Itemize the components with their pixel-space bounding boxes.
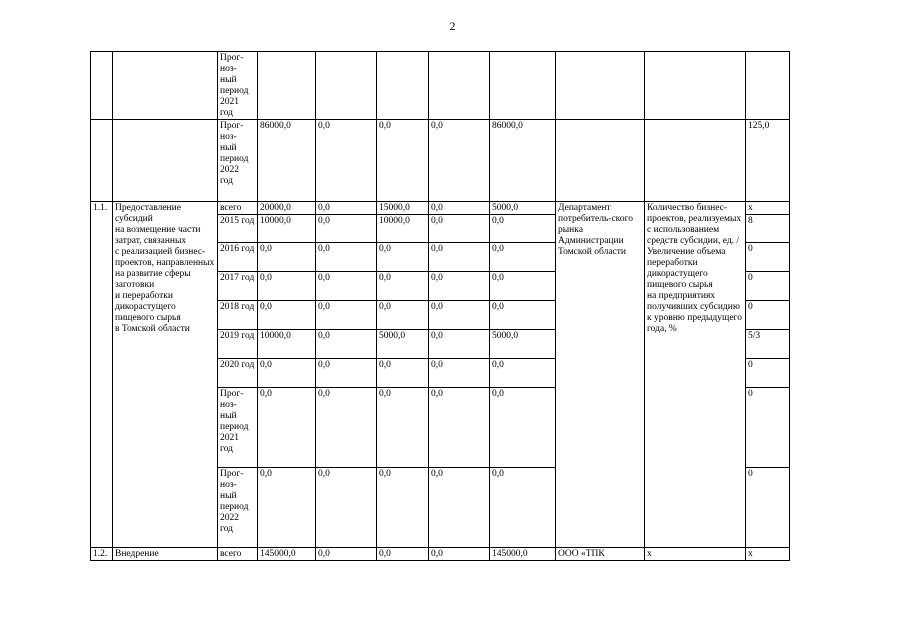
local-budget-cell: 0,0 [429, 243, 490, 272]
table-row [91, 202, 790, 215]
regional-budget-cell: 0,0 [377, 548, 429, 561]
target-value-cell: 5/3 [746, 330, 790, 359]
target-value-cell: 8 [746, 215, 790, 243]
regional-budget-cell: 0,0 [377, 243, 429, 272]
table-row [91, 120, 790, 202]
extrabudgetary-cell: 0,0 [490, 272, 556, 301]
target-value-cell: 0 [746, 359, 790, 388]
table-row [91, 52, 790, 120]
regional-budget-cell: 0,0 [377, 272, 429, 301]
regional-budget-cell: 0,0 [377, 388, 429, 468]
extrabudgetary-cell: 5000,0 [490, 202, 556, 215]
local-budget-cell: 0,0 [429, 468, 490, 548]
extrabudgetary-cell: 86000,0 [490, 120, 556, 202]
target-value-cell: x [746, 548, 790, 561]
period-cell: 2016 год [218, 243, 258, 272]
period-cell: Прог- ноз- ный период 2022 год [218, 468, 258, 548]
federal-budget-cell: 0,0 [316, 388, 377, 468]
target-value-cell: 0 [746, 388, 790, 468]
local-budget-cell: 0,0 [429, 330, 490, 359]
total-cell: 0,0 [258, 243, 316, 272]
federal-budget-cell [316, 52, 377, 120]
item-name-cell [113, 120, 218, 202]
target-value-cell: 0 [746, 243, 790, 272]
executor-cell: ООО «ТПК [556, 548, 645, 561]
local-budget-cell: 0,0 [429, 388, 490, 468]
regional-budget-cell: 0,0 [377, 359, 429, 388]
regional-budget-cell: 0,0 [377, 120, 429, 202]
period-cell: Прог- ноз- ный период 2021 год [218, 388, 258, 468]
extrabudgetary-cell: 0,0 [490, 468, 556, 548]
total-cell: 0,0 [258, 388, 316, 468]
local-budget-cell: 0,0 [429, 272, 490, 301]
total-cell: 0,0 [258, 468, 316, 548]
local-budget-cell: 0,0 [429, 202, 490, 215]
executor-cell [556, 52, 645, 120]
target-value-cell: 0 [746, 301, 790, 330]
federal-budget-cell: 0,0 [316, 330, 377, 359]
extrabudgetary-cell: 145000,0 [490, 548, 556, 561]
regional-budget-cell: 5000,0 [377, 330, 429, 359]
extrabudgetary-cell: 0,0 [490, 388, 556, 468]
item-name-cell: Внедрение [113, 548, 218, 561]
period-cell: всего [218, 548, 258, 561]
item-number-cell [91, 52, 113, 120]
federal-budget-cell: 0,0 [316, 548, 377, 561]
total-cell: 145000,0 [258, 548, 316, 561]
regional-budget-cell: 10000,0 [377, 215, 429, 243]
total-cell: 10000,0 [258, 215, 316, 243]
period-cell: 2019 год [218, 330, 258, 359]
executor-cell: Департамент потребитель-ского рынка Администрации Томской области [556, 202, 645, 548]
local-budget-cell: 0,0 [429, 359, 490, 388]
extrabudgetary-cell: 5000,0 [490, 330, 556, 359]
indicator-cell: x [645, 548, 746, 561]
period-cell: всего [218, 202, 258, 215]
target-value-cell: 0 [746, 468, 790, 548]
extrabudgetary-cell: 0,0 [490, 243, 556, 272]
period-cell: 2018 год [218, 301, 258, 330]
target-value-cell: x [746, 202, 790, 215]
federal-budget-cell: 0,0 [316, 301, 377, 330]
federal-budget-cell: 0,0 [316, 468, 377, 548]
total-cell [258, 52, 316, 120]
page-number: 2 [449, 19, 456, 33]
total-cell: 0,0 [258, 272, 316, 301]
federal-budget-cell: 0,0 [316, 120, 377, 202]
total-cell: 10000,0 [258, 330, 316, 359]
extrabudgetary-cell [490, 52, 556, 120]
federal-budget-cell: 0,0 [316, 359, 377, 388]
program-table [90, 51, 790, 561]
local-budget-cell: 0,0 [429, 548, 490, 561]
total-cell: 0,0 [258, 359, 316, 388]
extrabudgetary-cell: 0,0 [490, 215, 556, 243]
regional-budget-cell: 0,0 [377, 468, 429, 548]
regional-budget-cell [377, 52, 429, 120]
extrabudgetary-cell: 0,0 [490, 359, 556, 388]
local-budget-cell [429, 52, 490, 120]
item-number-cell: 1.2. [91, 548, 113, 561]
federal-budget-cell: 0,0 [316, 202, 377, 215]
table-row [91, 548, 790, 561]
federal-budget-cell: 0,0 [316, 215, 377, 243]
target-value-cell: 125,0 [746, 120, 790, 202]
extrabudgetary-cell: 0,0 [490, 301, 556, 330]
local-budget-cell: 0,0 [429, 215, 490, 243]
regional-budget-cell: 15000,0 [377, 202, 429, 215]
executor-cell [556, 120, 645, 202]
indicator-cell [645, 52, 746, 120]
period-cell: 2020 год [218, 359, 258, 388]
local-budget-cell: 0,0 [429, 301, 490, 330]
target-value-cell: 0 [746, 272, 790, 301]
item-number-cell [91, 120, 113, 202]
period-cell: 2015 год [218, 215, 258, 243]
target-value-cell [746, 52, 790, 120]
total-cell: 0,0 [258, 301, 316, 330]
regional-budget-cell: 0,0 [377, 301, 429, 330]
period-cell: Прог- ноз- ный период 2022 год [218, 120, 258, 202]
total-cell: 86000,0 [258, 120, 316, 202]
indicator-cell [645, 120, 746, 202]
federal-budget-cell: 0,0 [316, 243, 377, 272]
period-cell: 2017 год [218, 272, 258, 301]
federal-budget-cell: 0,0 [316, 272, 377, 301]
total-cell: 20000,0 [258, 202, 316, 215]
item-name-cell [113, 52, 218, 120]
local-budget-cell: 0,0 [429, 120, 490, 202]
item-number-cell: 1.1. [91, 202, 113, 548]
period-cell: Прог- ноз- ный период 2021 год [218, 52, 258, 120]
indicator-cell: Количество бизнес-проектов, реализуемых с использованием средств субсидии, ед. / Увеличение объема переработки дикорастущего пищевого сырья на предприятиях получивших субсидию к уровню предыдущего года, % [645, 202, 746, 548]
item-name-cell: Предоставление субсидий на возмещение части затрат, связанных с реализацией бизнес-проектов, направленных на развитие сферы заготовки и переработки дикорастущего пищевого сырья в Томской области [113, 202, 218, 548]
